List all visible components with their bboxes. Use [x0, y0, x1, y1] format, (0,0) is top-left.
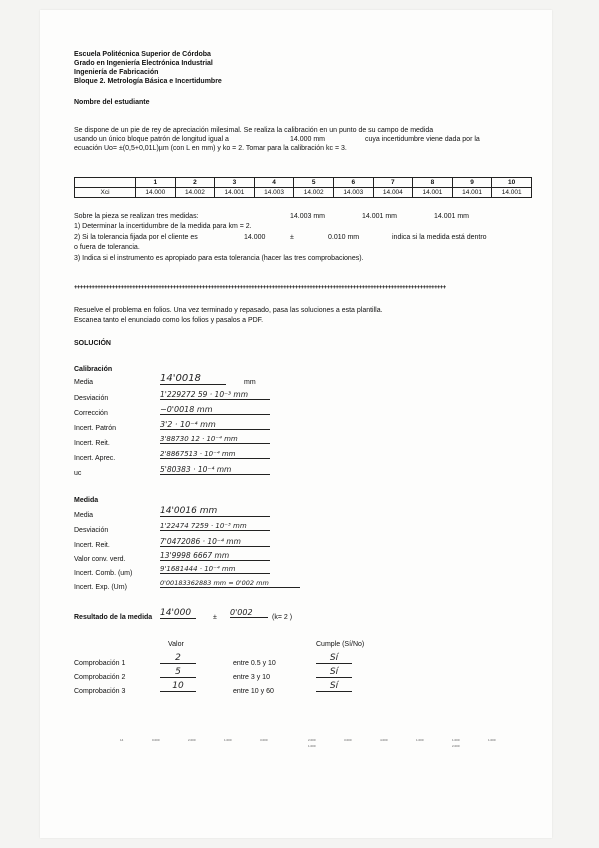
calib-label: Incert. Reit. [74, 440, 110, 447]
footer-tick: 1.000 [308, 744, 316, 748]
table-cell: 14.001 [452, 188, 492, 198]
measure-value: 1'22474 7259 · 10⁻³ mm [160, 522, 270, 531]
statement-line-2a: usando un único bloque patrón de longitud igual a [74, 136, 229, 143]
question-2f: o fuera de tolerancia. [74, 244, 140, 251]
tolerance-pm: ± [290, 234, 294, 241]
measure-title: Medida [74, 497, 99, 504]
statement-line-1: Se dispone de un pie de rey de apreciación milesimal. Se realiza la calibración en un punto de su campo de medida [74, 127, 434, 134]
subject-name: Ingeniería de Fabricación [74, 69, 159, 76]
solution-title: SOLUCIÓN [74, 340, 111, 347]
statement-line-2b: 14.000 mm [290, 136, 326, 143]
check-ok: Sí [316, 667, 352, 678]
tolerance-nominal: 14.000 [244, 234, 266, 241]
statement-line-3: ecuación Uo= ±(0,5+0,01L)µm (con L en mm) y ko = 2. Tomar para la calibración kc = 3. [74, 145, 347, 152]
footer-tick: 2.000 [452, 744, 460, 748]
table-cell: 14.003 [333, 188, 373, 198]
calibration-table [74, 177, 532, 198]
footer-tick: 1.000 [452, 738, 460, 742]
measurement-3: 14.001 mm [434, 213, 470, 220]
measure-value: 9'1681444 · 10⁻⁴ mm [160, 565, 270, 574]
measurement-2: 14.001 mm [362, 213, 398, 220]
measure-label: Incert. Comb. (um) [74, 570, 133, 577]
footer-tick: 14 [120, 738, 124, 742]
table-header-cell: 10 [492, 178, 532, 188]
calib-label: Incert. Patrón [74, 425, 117, 432]
measure-value: 0'00183362883 mm ≈ 0'002 mm [160, 579, 300, 588]
calib-value: 5'80383 · 10⁻⁴ mm [160, 465, 270, 475]
check-label: Comprobación 3 [74, 688, 126, 695]
question-2a: 2) Si la tolerancia fijada por el cliente es [74, 234, 198, 241]
measure-label: Valor conv. verd. [74, 556, 126, 563]
calib-value: 3'88730 12 · 10⁻⁴ mm [160, 435, 270, 444]
table-cell: 14.002 [294, 188, 334, 198]
table-header-cell: 5 [294, 178, 334, 188]
calib-label: Desviación [74, 395, 109, 402]
footer-tick: 0.000 [152, 738, 160, 742]
footer-tick: 3.000 [260, 738, 268, 742]
result-k: (k= 2 ) [272, 614, 293, 621]
calib-value: 2'8867513 · 10⁻⁴ mm [160, 450, 270, 459]
calib-label: uc [74, 470, 82, 477]
measure-label: Incert. Exp. (Um) [74, 584, 127, 591]
footer-tick: 3.000 [344, 738, 352, 742]
table-header-cell: 4 [254, 178, 294, 188]
tolerance-value: 0.010 mm [328, 234, 360, 241]
statement-line-2c: cuya incertidumbre viene dada por la [365, 136, 480, 143]
measurement-1: 14.003 mm [290, 213, 326, 220]
measure-label: Incert. Reit. [74, 542, 110, 549]
instructions-line-1: Resuelve el problema en folios. Una vez terminado y repasado, pasa las soluciones a esta plantilla. [74, 307, 383, 314]
footer-tick: 2.000 [188, 738, 196, 742]
check-value: 5 [160, 667, 196, 678]
table-header-cell: 7 [373, 178, 413, 188]
document-page [40, 10, 552, 838]
footer-tick: 2.000 [308, 738, 316, 742]
table-header-cell: 3 [215, 178, 255, 188]
result-pm: ± [213, 614, 217, 621]
check-value: 2 [160, 653, 196, 664]
table-header-cell: 1 [136, 178, 176, 188]
table-cell: 14.004 [373, 188, 413, 198]
check-label: Comprobación 1 [74, 660, 126, 667]
table-header-cell: 6 [333, 178, 373, 188]
calib-value: −0'0018 mm [160, 405, 270, 415]
result-label: Resultado de la medida [74, 614, 153, 621]
table-cell: 14.000 [136, 188, 176, 198]
check-range: entre 10 y 60 [233, 688, 274, 695]
check-ok: Sí [316, 681, 352, 692]
calib-label: Corrección [74, 410, 108, 417]
check-range: entre 0.5 y 10 [233, 660, 276, 667]
footer-tick: 1.000 [488, 738, 496, 742]
table-cell: 14.001 [492, 188, 532, 198]
calib-value: 1'229272 59 · 10⁻³ mm [160, 390, 270, 400]
result-uncertainty: 0'002 [230, 608, 268, 618]
table-cell: 14.001 [413, 188, 453, 198]
check-ok: Sí [316, 653, 352, 664]
measurements-intro: Sobre la pieza se realizan tres medidas: [74, 213, 199, 220]
measure-label: Media [74, 512, 94, 519]
school-name: Escuela Politécnica Superior de Córdoba [74, 51, 211, 58]
check-value: 10 [160, 681, 196, 692]
footer-tick: 1.000 [416, 738, 424, 742]
calibration-title: Calibración [74, 366, 113, 373]
degree-name: Grado en Ingeniería Electrónica Industrial [74, 60, 213, 67]
question-1: 1) Determinar la incertidumbre de la medida para km = 2. [74, 223, 252, 230]
checks-value-header: Valor [168, 641, 184, 648]
measure-value: 13'9998 6667 mm [160, 551, 270, 561]
checks-ok-header: Cumple (Sí/No) [316, 641, 365, 648]
table-row [75, 188, 532, 198]
calib-label: Incert. Aprec. [74, 455, 116, 462]
table-cell: 14.003 [254, 188, 294, 198]
check-label: Comprobación 2 [74, 674, 126, 681]
plus-separator: ++++++++++++++++++++++++++++++++++++++++++++++++++++++++++++++++++++++++++++++++++++++++++++++++++++++++++++++++++++++++++++++++ [74, 285, 446, 291]
table-header-row [75, 178, 532, 188]
calib-label: Media [74, 379, 94, 386]
table-cell: 14.002 [175, 188, 215, 198]
footer-tick: 4.000 [380, 738, 388, 742]
student-name-label: Nombre del estudiante [74, 99, 150, 106]
calib-media-unit: mm [244, 379, 256, 386]
measure-value: 7'0472086 · 10⁻⁴ mm [160, 537, 270, 547]
block-title: Bloque 2. Metrología Básica e Incertidumbre [74, 78, 222, 85]
question-3: 3) Indica si el instrumento es apropiado para esta tolerancia (hacer las tres comprobaciones). [74, 255, 364, 262]
question-2e: indica si la medida está dentro [392, 234, 487, 241]
measure-label: Desviación [74, 527, 109, 534]
table-cell: 14.001 [215, 188, 255, 198]
check-range: entre 3 y 10 [233, 674, 270, 681]
table-row-label: Xci [75, 188, 136, 198]
table-header-cell: 2 [175, 178, 215, 188]
table-header-cell [75, 178, 136, 188]
table-header-cell: 9 [452, 178, 492, 188]
footer-tick: 1.000 [224, 738, 232, 742]
measure-value: 14'0016 mm [160, 506, 270, 517]
calib-media-value: 14'0018 [160, 373, 226, 385]
calib-value: 3'2 · 10⁻⁴ mm [160, 420, 270, 430]
table-header-cell: 8 [413, 178, 453, 188]
result-value: 14'000 [160, 608, 196, 619]
instructions-line-2: Escanea tanto el enunciado como los folios y pasalos a PDF. [74, 317, 264, 324]
